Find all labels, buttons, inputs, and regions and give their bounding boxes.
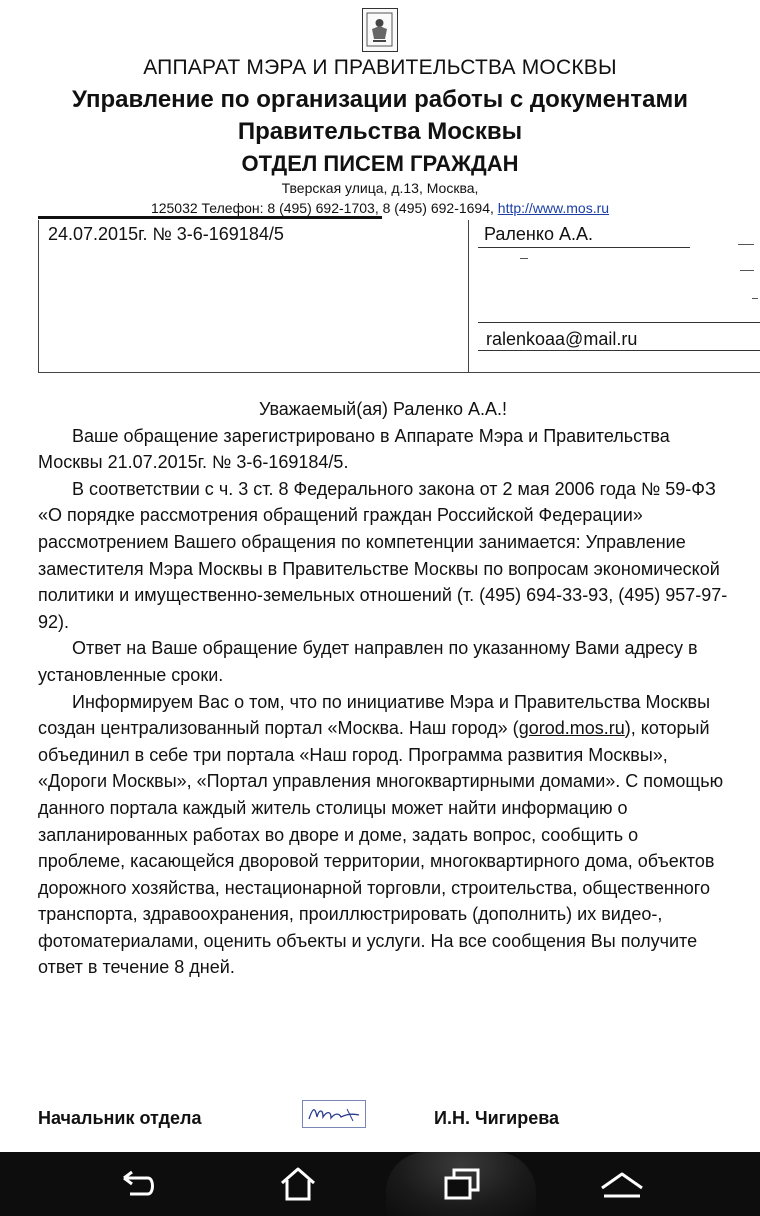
signature-image [302,1100,366,1128]
portal-link[interactable]: gorod.mos.ru [518,718,625,739]
signatory-name: И.Н. Чигирева [434,1108,560,1128]
salutation: Уважаемый(ая) Раленко А.А.! [259,399,507,419]
redaction-mark [738,244,754,245]
portal-text-end: ), который объединил в себе три портала «Наш город. Программа развития Москвы», «Дороги Москвы», «Портал управления многоквартирными домами». С помощью данного портала каждый житель столицы может найти информацию о запланированных работах во дворе и доме, задать вопрос, сообщить о проблеме, касающейся дворовой территории, многоквартирного дома, объектов дорожного хозяйства, нестационарной торговли, строительства, общественного транспорта, здравоохранения, проиллюстрировать (дополнить) их видео-, фотоматериалами, оценить объекты и услуги. На все сообщения Вы получите ответ в течение 8 дней. [38,718,724,978]
email-top-rule [478,322,760,323]
home-button[interactable] [238,1152,358,1216]
back-button[interactable] [78,1152,198,1216]
phone-text: 125032 Телефон: 8 (495) 692-1703, 8 (495) 692-1694, [150,200,498,216]
letter-body [38,396,728,981]
redaction-mark [752,298,758,299]
paragraph-competence: В соответствии с ч. 3 ст. 8 Федерального закона от 2 мая 2006 года № 59-ФЗ «О порядке рассмотрения обращений граждан Российской Федерации» рассмотрением Вашего обращения по компетенции занимается: Управление заместителя Мэра Москвы в Правительстве Москвы по вопросам экономической политики и имущественно-земельных отношений (т. (495) 694-33-93, (495) 957-97-92). [38,478,728,632]
back-icon [116,1166,160,1202]
home-icon [278,1165,318,1203]
menu-up-icon [598,1168,646,1200]
department-title-line2: Правительства Москвы [237,118,523,145]
moscow-emblem-icon [362,8,398,52]
address-line: Тверская улица, д.13, Москва, [281,180,479,196]
recent-apps-button[interactable] [402,1152,522,1216]
paragraph-portal [38,689,728,982]
redaction-mark [520,258,528,259]
registration-number: 24.07.2015г. № 3-6-169184/5 [48,224,284,244]
org-title: АППАРАТ МЭРА И ПРАВИТЕЛЬСТВА МОСКВЫ [143,56,617,79]
website-link[interactable]: http://www.mos.ru [497,200,610,216]
meta-divider [468,220,469,373]
system-navbar [0,1152,760,1216]
paragraph-registration: Ваше обращение зарегистрировано в Аппарате Мэра и Правительства Москвы 21.07.2015г. № 3-6-169184/5. [38,425,670,473]
portal-text-start: Информируем Вас о том, что по инициативе Мэра и Правительства Москвы создан централизованный портал «Москва. Наш город» ( [38,691,711,739]
recipient-email: ralenkoaa@mail.ru [486,329,638,349]
header-rule [38,216,382,219]
phone-line [0,200,760,216]
recipient-name: Раленко А.А. [484,224,593,244]
recipient-underline [478,247,690,248]
email-bottom-rule [478,350,760,351]
menu-up-button[interactable] [562,1152,682,1216]
department-title-line1: Управление по организации работы с документами [71,86,689,113]
recent-apps-icon [442,1166,482,1202]
signatory-title: Начальник отдела [38,1108,202,1128]
redaction-mark [740,270,754,271]
section-title: ОТДЕЛ ПИСЕМ ГРАЖДАН [241,151,519,176]
paragraph-response: Ответ на Ваше обращение будет направлен по указанному Вами адресу в установленные сроки. [38,638,698,685]
